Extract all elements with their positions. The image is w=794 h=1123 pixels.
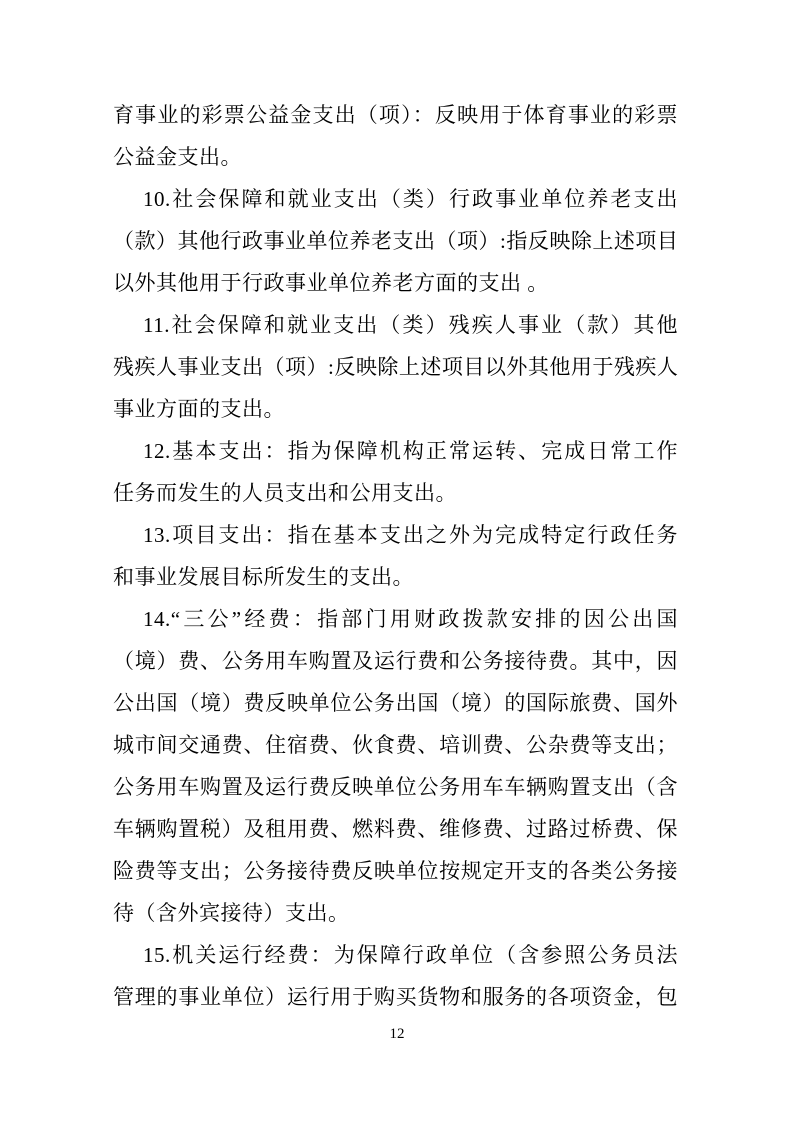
text-line: 车辆购置税）及租用费、燃料费、维修费、过路过桥费、保	[113, 817, 678, 841]
text-line: 14.“三公”经费：指部门用财政拨款安排的因公出国	[143, 607, 678, 631]
text-line: （款）其他行政事业单位养老支出（项）:指反映除上述项目	[113, 229, 679, 253]
text-line: 管理的事业单位）运行用于购买货物和服务的各项资金，包	[113, 985, 678, 1009]
text-line: 残疾人事业支出（项）:反映除上述项目以外其他用于残疾人	[113, 355, 679, 379]
text-line: 12.基本支出：指为保障机构正常运转、完成日常工作	[143, 439, 678, 463]
text-line: 公务用车购置及运行费反映单位公务用车车辆购置支出（含	[113, 775, 678, 799]
text-line: 待（含外宾接待）支出。	[113, 901, 350, 925]
text-line: 和事业发展目标所发生的支出。	[113, 565, 414, 589]
text-line: （境）费、公务用车购置及运行费和公务接待费。其中，因	[113, 649, 678, 673]
text-line: 以外其他用于行政事业单位养老方面的支出 。	[113, 271, 549, 295]
text-line: 10.社会保障和就业支出（类）行政事业单位养老支出	[143, 187, 678, 211]
page-number: 12	[389, 1026, 405, 1042]
text-line: 险费等支出；公务接待费反映单位按规定开支的各类公务接	[113, 859, 678, 883]
page-footer	[0, 1024, 794, 1044]
document-body	[113, 94, 678, 1018]
text-line: 任务而发生的人员支出和公用支出。	[113, 481, 457, 505]
text-line: 公益金支出。	[113, 145, 242, 169]
text-line: 事业方面的支出。	[113, 397, 285, 421]
text-line: 公出国（境）费反映单位公务出国（境）的国际旅费、国外	[113, 691, 678, 715]
text-line: 城市间交通费、住宿费、伙食费、培训费、公杂费等支出；	[113, 733, 678, 757]
text-line: 15.机关运行经费：为保障行政单位（含参照公务员法	[143, 943, 678, 967]
text-line: 育事业的彩票公益金支出（项）：反映用于体育事业的彩票	[113, 103, 678, 127]
text-line: 11.社会保障和就业支出（类）残疾人事业（款）其他	[143, 313, 678, 337]
text-line: 13.项目支出：指在基本支出之外为完成特定行政任务	[143, 523, 678, 547]
